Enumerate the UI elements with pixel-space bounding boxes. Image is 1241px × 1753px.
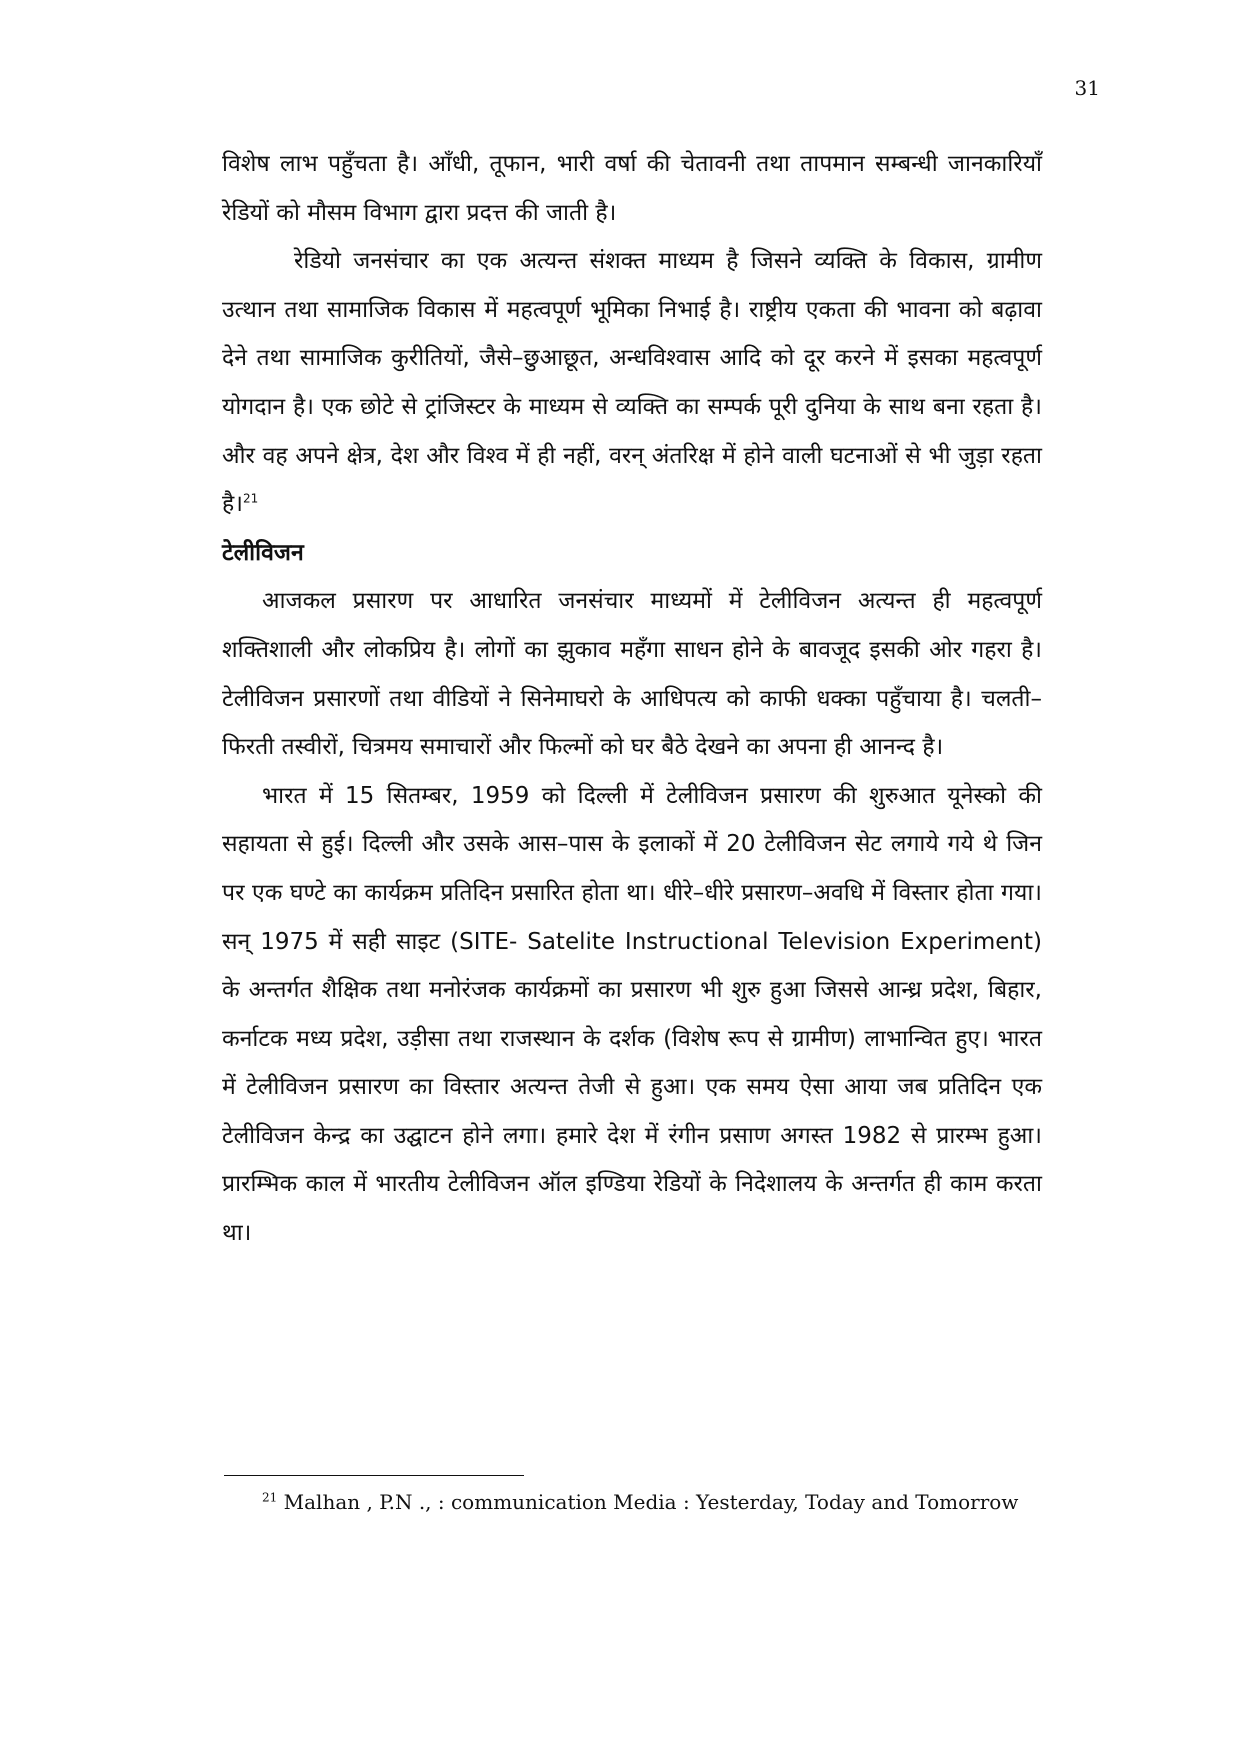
section-heading: टेलीविजन xyxy=(222,539,304,566)
paragraph-4: भारत में 15 सितम्बर, 1959 को दिल्ली में टेलीविजन प्रसारण की शुरुआत यूनेस्को की सहायता से हुई। दिल्ली और उसके आस–पास के इलाकों में 20 टेलीविजन सेट लगाये गये थे जिन पर एक घण्टे का कार्यक्रम प्रतिदिन प्रसारित होता था। धीरे–धीरे प्रसारण–अवधि में विस्तार होता गया। सन् 1975 में सही साइट (SITE- Satelite Instructional Television Experiment) के अन्तर्गत शैक्षिक तथा मनोरंजक कार्यक्रमों का प्रसारण भी शुरु हुआ जिससे आन्ध्र प्रदेश, बिहार, कर्नाटक मध्य प्रदेश, उड़ीसा तथा राजस्थान के दर्शक (विशेष रूप से ग्रामीण) लाभान्वित हुए। भारत में टेलीविजन प्रसारण का विस्तार अत्यन्त तेजी से हुआ। एक समय ऐसा आया जब प्रतिदिन एक टेलीविजन केन्द्र का उद्घाटन होने लगा। हमारे देश में रंगीन प्रसाण अगस्त 1982 से प्रारम्भ हुआ। प्रारम्भिक काल में भारतीय टेलीविजन ऑल इण्डिया रेडियों के निदेशालय के अन्तर्गत ही काम करता था। xyxy=(222,782,1042,1247)
paragraph-3: आजकल प्रसारण पर आधारित जनसंचार माध्यमों में टेलीविजन अत्यन्त ही महत्वपूर्ण शक्तिशाली और लोकप्रिय है। लोगों का झुकाव महँगा साधन होने के बावजूद इसकी ओर गहरा है। टेलीविजन प्रसारणों तथा वीडियों ने सिनेमाघरो के आधिपत्य को काफी धक्का पहुँचाया है। चलती–फिरती तस्वीरों, चित्रमय समाचारों और फिल्मों को घर बैठे देखने का अपना ही आनन्द है। xyxy=(222,588,1042,761)
footnote-text: Malhan , P.N ., : communication Media : Yesterday, Today and Tomorrow xyxy=(283,1490,1019,1514)
footnote-reference: 21 xyxy=(242,491,259,506)
paragraph-2-text: रेडियो जनसंचार का एक अत्यन्त संशक्त माध्यम है जिसने व्यक्ति के विकास, ग्रामीण उत्थान तथा सामाजिक विकास में महत्वपूर्ण भूमिका निभाई है। राष्ट्रीय एकता की भावना को बढ़ावा देने तथा सामाजिक कुरीतियों, जैसे–छुआछूत, अन्धविश्वास आदि को दूर करने में इसका महत्वपूर्ण योगदान है। एक छोटे से ट्रांजिस्टर के माध्यम से व्यक्ति का सम्पर्क पूरी दुनिया के साथ बना रहता है। और वह अपने क्षेत्र, देश और विश्व में ही नहीं, वरन् अंतरिक्ष में होने वाली घटनाओं से भी जुड़ा रहता है। xyxy=(222,248,1042,518)
footnote-divider xyxy=(224,1475,524,1476)
paragraph-2 xyxy=(222,237,1042,529)
footnote xyxy=(262,1489,1022,1515)
footnote-number: 21 xyxy=(262,1490,278,1505)
page-number: 31 xyxy=(1074,76,1100,100)
paragraph-1: विशेष लाभ पहुँचता है। आँधी, तूफान, भारी वर्षा की चेतावनी तथा तापमान सम्बन्धी जानकारियाँ रेडियों को मौसम विभाग द्वारा प्रदत्त की जाती है। xyxy=(222,151,1042,226)
body-text xyxy=(222,140,1042,1258)
